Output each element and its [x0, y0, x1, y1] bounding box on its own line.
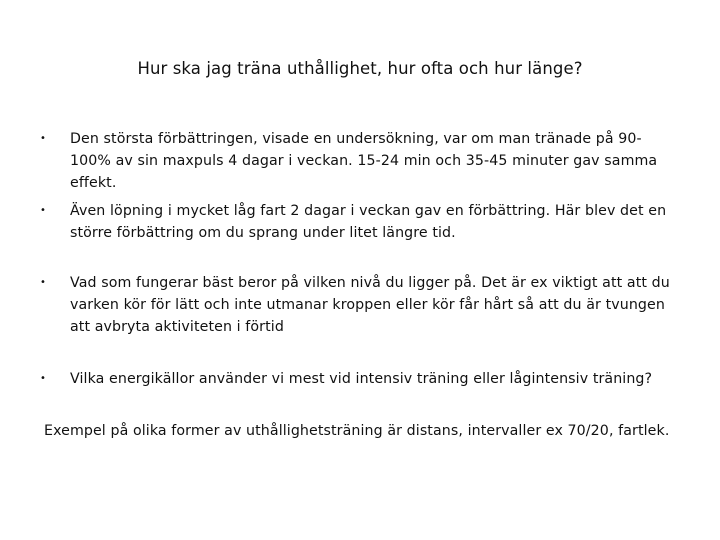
bullet-icon: •	[40, 277, 46, 288]
slide-title: Hur ska jag träna uthållighet, hur ofta och hur länge?	[137, 59, 583, 78]
footer-text: Exempel på olika former av uthållighetsträning är distans, intervaller ex 70/20, fartlek.	[44, 423, 670, 439]
bullet-text: Vad som fungerar bäst beror på vilken nivå du ligger på. Det är ex viktigt att att du varken kör för lätt och inte utmanar kroppen eller kör får hårt så att du är tvungen att avbryta aktiviteten i förtid	[70, 275, 670, 335]
bullet-icon: •	[40, 205, 46, 216]
bullet-text: Även löpning i mycket låg fart 2 dagar i veckan gav en förbättring. Här blev det en större förbättring om du sprang under litet längre tid.	[70, 203, 667, 241]
bullet-text: Vilka energikällor använder vi mest vid intensiv träning eller lågintensiv träning?	[70, 371, 653, 387]
bullet-icon: •	[40, 373, 46, 384]
bullet-text: Den största förbättringen, visade en undersökning, var om man tränade på 90-100% av sin maxpuls 4 dagar i veckan. 15-24 min och 35-45 minuter gav samma effekt.	[70, 131, 658, 191]
bullet-icon: •	[40, 133, 46, 144]
